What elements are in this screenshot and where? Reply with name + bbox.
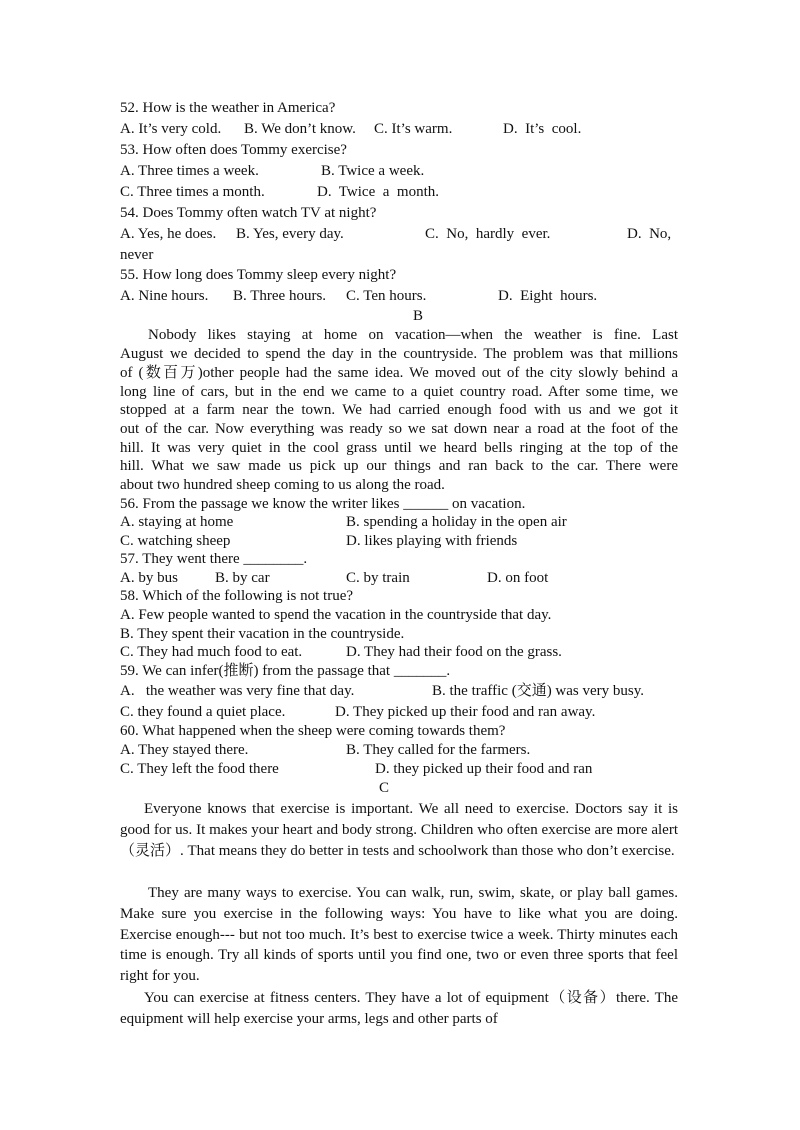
q52-option-c: C. It’s warm. <box>374 121 453 137</box>
q53-option-b: B. Twice a week. <box>321 163 425 179</box>
q59-stem: 59. We can infer(推断) from the passage that _______. <box>120 663 451 679</box>
q52-option-d: D. It’s cool. <box>503 121 582 137</box>
passage-b-line-5: stopped at a farm near the town. We had carried enough food with us and we got it <box>120 402 678 418</box>
q57-option-b: B. by car <box>215 570 270 586</box>
q55-option-b: B. Three hours. <box>233 288 327 304</box>
q55-stem: 55. How long does Tommy sleep every night? <box>120 267 397 283</box>
passage-b-line-8: hill. What we saw made us pick up our things and ran back to the car. There were <box>120 458 678 474</box>
passage-b-line-4: long line of cars, but in the end we came to a quiet country road. After some time, we <box>120 384 678 400</box>
q60-option-c: C. They left the food there <box>120 761 279 777</box>
q53-stem: 53. How often does Tommy exercise? <box>120 142 347 158</box>
q52-option-a: A. It’s very cold. <box>120 121 222 137</box>
q53-option-d: D. Twice a month. <box>317 184 439 200</box>
passage-b-line-3: of (数百万)other people had the same idea. We moved out of the city slowly behind a <box>120 365 678 381</box>
passage-b-line-2: August we decided to spend the day in the countryside. The problem was that millions <box>120 346 678 362</box>
q60-option-a: A. They stayed there. <box>120 742 249 758</box>
passage-c-paragraph-2: They are many ways to exercise. You can walk, run, swim, skate, or play ball games. Make sure you exercise in the following ways: You have to like what you are doing. Exercise enough--- but not too much. It’s best to exercise twice a week. Thirty minutes each time is enough. Try all kinds of sports until you find one, two or even three sports that feel right for you. <box>120 885 678 985</box>
q60-option-b: B. They called for the farmers. <box>346 742 531 758</box>
section-c-heading: C <box>378 780 389 796</box>
q56-option-c: C. watching sheep <box>120 533 231 549</box>
passage-c-paragraph-3: You can exercise at fitness centers. They have a lot of equipment（设备）there. The equipment will help exercise your arms, legs and other parts of <box>120 990 678 1027</box>
q60-option-d: D. they picked up their food and ran <box>375 761 593 777</box>
q58-option-b: B. They spent their vacation in the countryside. <box>120 626 405 642</box>
q54-option-a: A. Yes, he does. <box>120 226 217 242</box>
q54-option-b: B. Yes, every day. <box>236 226 344 242</box>
passage-b-line-9: about two hundred sheep coming to us along the road. <box>120 477 445 493</box>
q57-option-c: C. by train <box>346 570 410 586</box>
q57-option-a: A. by bus <box>120 570 178 586</box>
q52-option-b: B. We don’t know. <box>244 121 356 137</box>
q58-stem: 58. Which of the following is not true? <box>120 588 354 604</box>
q56-option-d: D. likes playing with friends <box>346 533 518 549</box>
q53-option-c: C. Three times a month. <box>120 184 265 200</box>
passage-b-line-7: hill. It was very quiet in the cool grass until we heard bells ringing at the top of the <box>120 440 678 456</box>
q54-stem: 54. Does Tommy often watch TV at night? <box>120 205 377 221</box>
q56-option-b: B. spending a holiday in the open air <box>346 514 567 530</box>
q54-option-d-continued: never <box>120 247 154 263</box>
q59-option-d: D. They picked up their food and ran away. <box>335 704 596 720</box>
q56-stem: 56. From the passage we know the writer likes ______ on vacation. <box>120 496 526 512</box>
q57-option-d: D. on foot <box>487 570 549 586</box>
q58-option-c: C. They had much food to eat. <box>120 644 303 660</box>
passage-c-paragraph-1: Everyone knows that exercise is important. We all need to exercise. Doctors say it is good for us. It makes your heart and body strong. Children who often exercise are more alert（灵活）. That means they do better in tests and schoolwork than those who don’t exercise. <box>120 801 678 859</box>
q54-option-c: C. No, hardly ever. <box>425 226 551 242</box>
q55-option-c: C. Ten hours. <box>346 288 427 304</box>
q55-option-d: D. Eight hours. <box>498 288 598 304</box>
q59-option-c: C. they found a quiet place. <box>120 704 286 720</box>
q58-option-d: D. They had their food on the grass. <box>346 644 562 660</box>
q55-option-a: A. Nine hours. <box>120 288 209 304</box>
q60-stem: 60. What happened when the sheep were coming towards them? <box>120 723 506 739</box>
q59-option-a: A. the weather was very fine that day. <box>120 683 355 699</box>
section-b-heading: B <box>412 308 423 324</box>
q57-stem: 57. They went there ________. <box>120 551 308 567</box>
q59-option-b: B. the traffic (交通) was very busy. <box>432 683 645 699</box>
passage-b-line-6: out of the car. Now everything was ready so we sat down near a road at the foot of the <box>120 421 678 437</box>
q58-option-a: A. Few people wanted to spend the vacation in the countryside that day. <box>120 607 552 623</box>
q56-option-a: A. staying at home <box>120 514 234 530</box>
q54-option-d: D. No, <box>627 226 672 242</box>
q52-stem: 52. How is the weather in America? <box>120 100 336 116</box>
passage-b-line-1: Nobody likes staying at home on vacation—when the weather is fine. Last <box>148 327 678 343</box>
q53-option-a: A. Three times a week. <box>120 163 259 179</box>
